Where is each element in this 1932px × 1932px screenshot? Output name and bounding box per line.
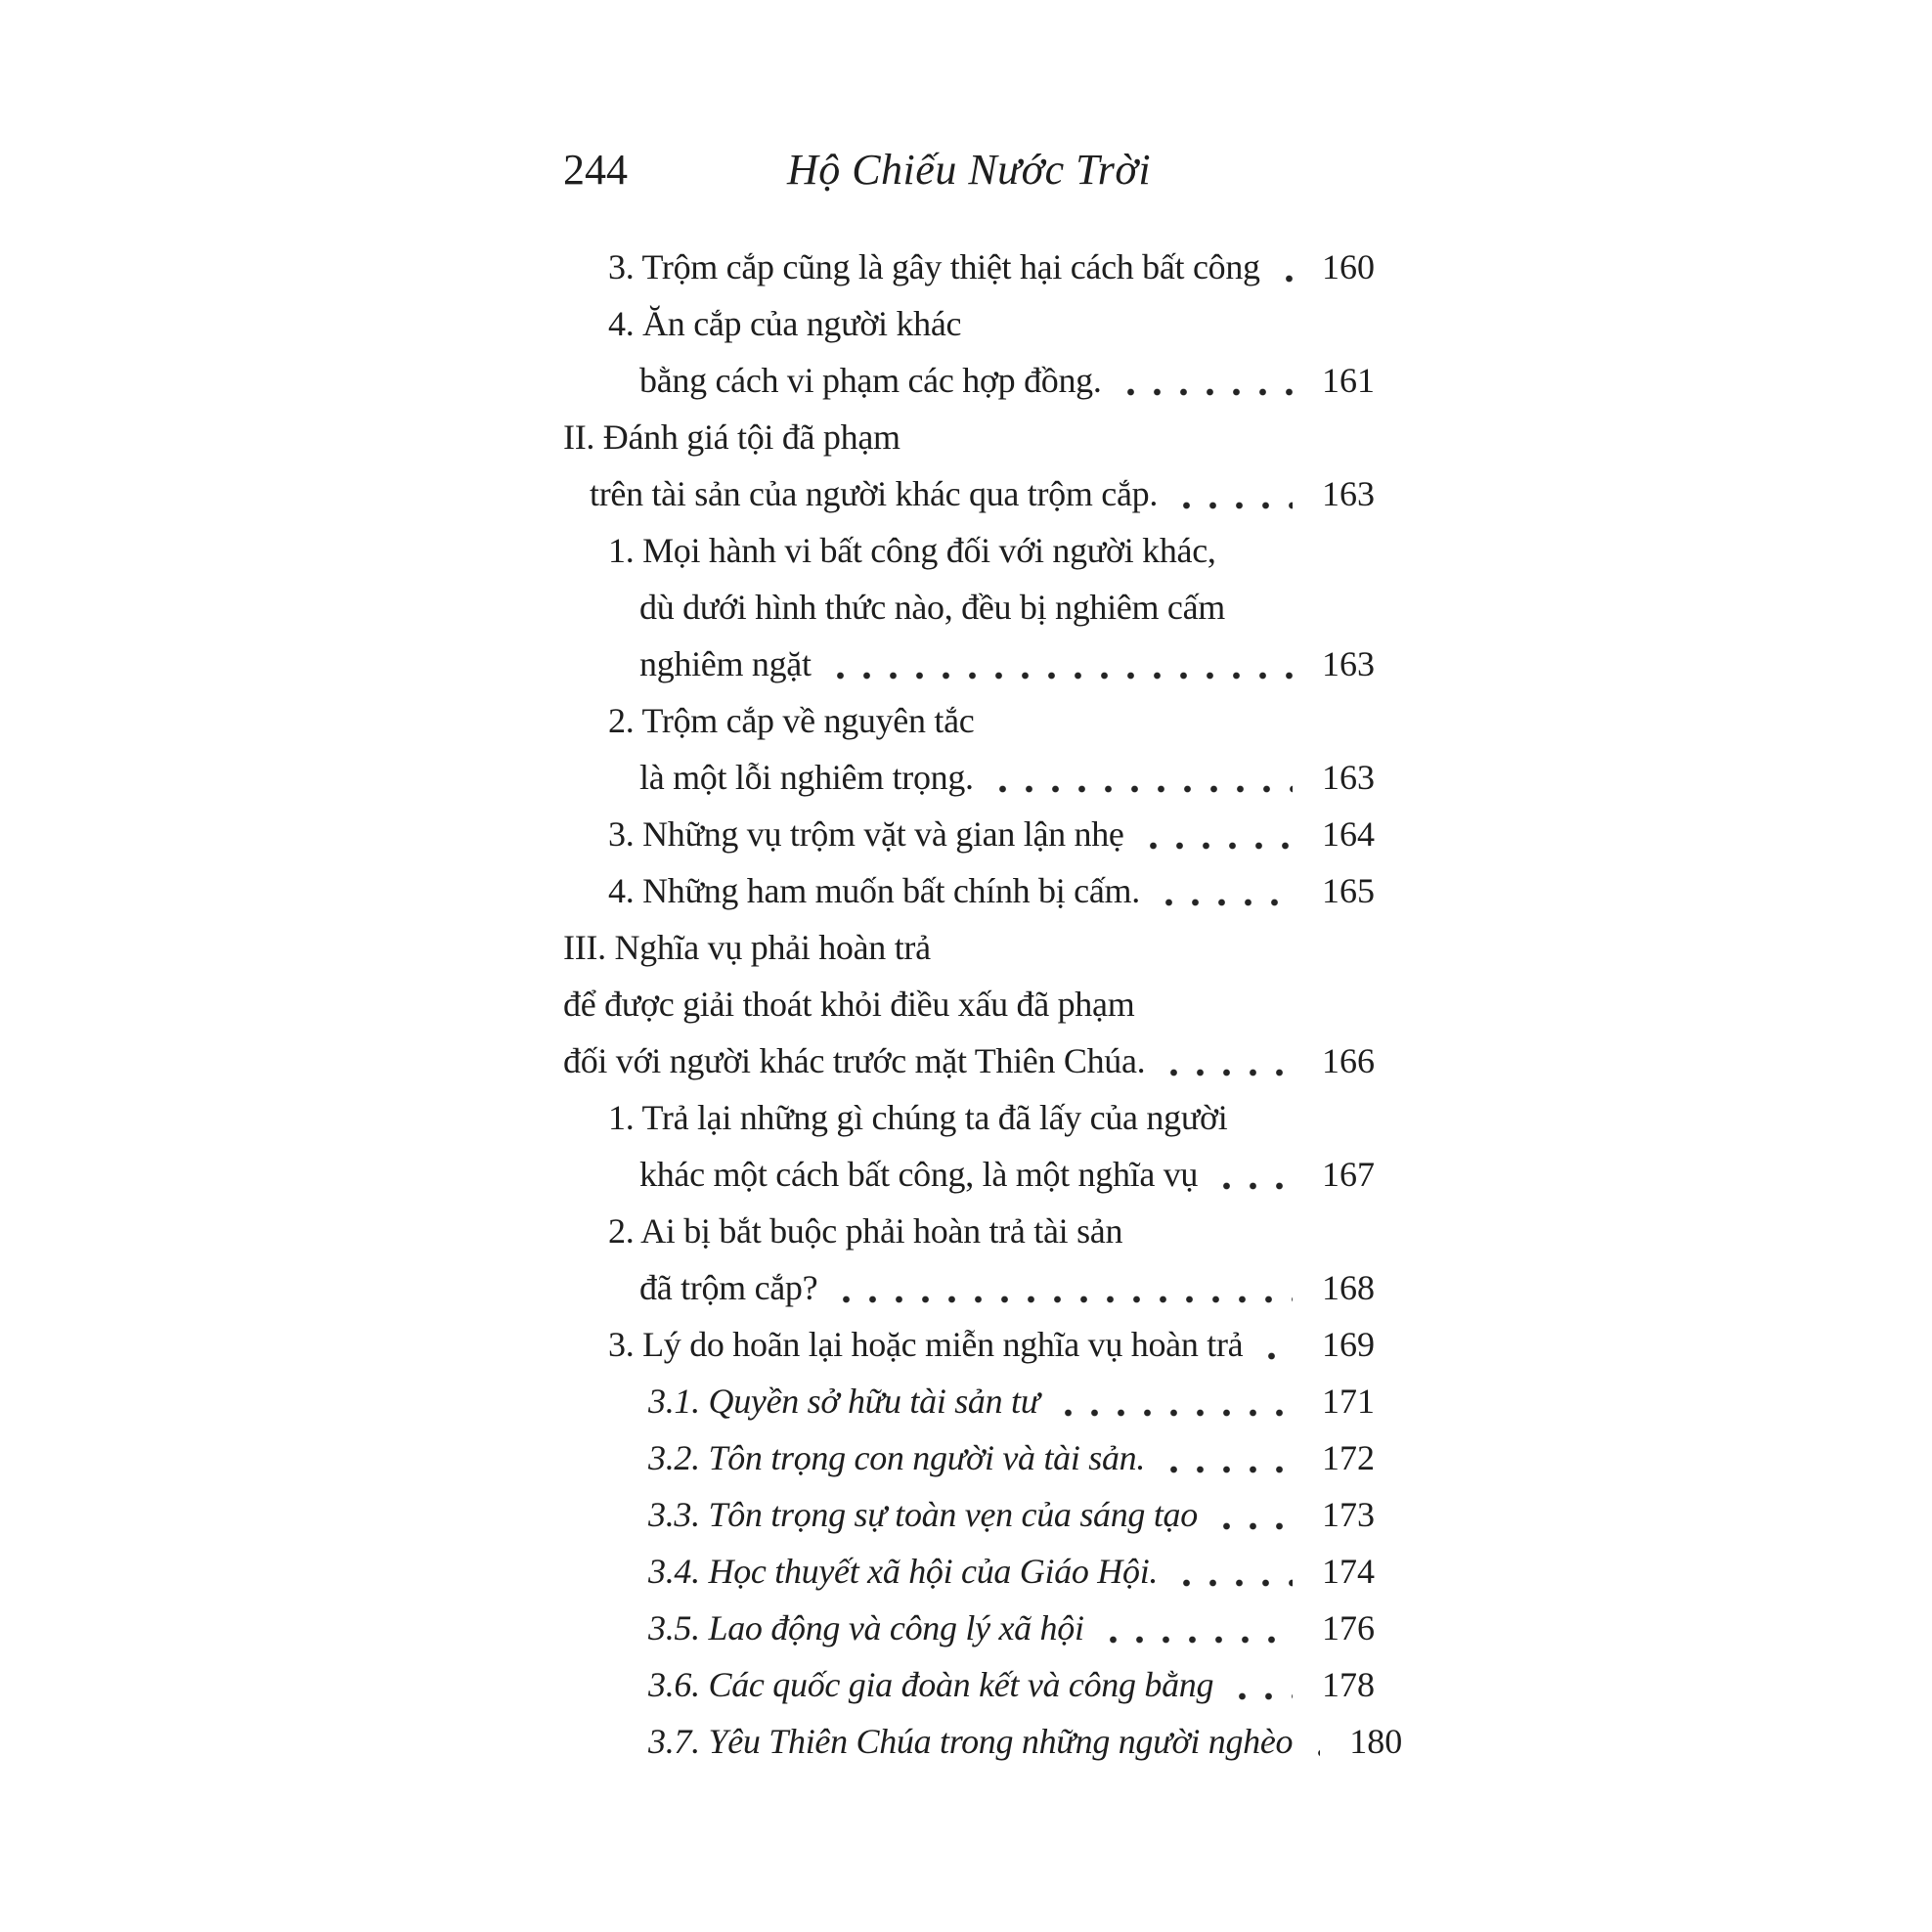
toc-entry: [563, 1543, 1375, 1600]
toc-entry: [563, 1713, 1403, 1770]
toc-page-number: 176: [1322, 1608, 1375, 1647]
dot-leader: [831, 1259, 1293, 1316]
dot-leader: [1159, 1429, 1293, 1486]
toc-entry-text: III. Nghĩa vụ phải hoàn trả: [563, 928, 931, 967]
toc-page-number: 165: [1322, 871, 1375, 910]
toc-page-number: 160: [1322, 247, 1375, 286]
toc-entry-text: 3.1. Quyền sở hữu tài sản tư: [648, 1382, 1040, 1421]
dot-leader: [1116, 352, 1293, 409]
dot-leader: [1053, 1373, 1293, 1429]
toc-entry-text: 3. Lý do hoãn lại hoặc miễn nghĩa vụ hoàn trả: [608, 1325, 1244, 1364]
toc-entry: [563, 692, 1375, 749]
toc-entry-text: khác một cách bất công, là một nghĩa vụ: [639, 1155, 1199, 1194]
dot-leader: [825, 636, 1293, 692]
toc-entry: [563, 409, 1375, 465]
toc-entry: [563, 1203, 1375, 1259]
running-title: Hộ Chiếu Nước Trời: [786, 146, 1152, 194]
dot-leader: [1211, 1486, 1293, 1543]
toc-page-number: 161: [1322, 361, 1375, 400]
toc-entry-text: dù dưới hình thức nào, đều bị nghiêm cấm: [639, 588, 1225, 627]
toc-entry: [563, 465, 1375, 522]
toc-entry: [563, 1316, 1375, 1373]
toc-entry: [563, 522, 1375, 579]
dot-leader: [1256, 1316, 1293, 1373]
toc-entry-text: là một lỗi nghiêm trọng.: [639, 758, 974, 797]
toc-entry: [563, 1429, 1375, 1486]
dot-leader: [1171, 1543, 1293, 1600]
toc-entry: [563, 352, 1375, 409]
toc-entry-text: 4. Những ham muốn bất chính bị cấm.: [608, 871, 1140, 910]
toc-entry: [563, 579, 1375, 636]
toc-entry: [563, 919, 1375, 976]
toc-entry-text: đã trộm cắp?: [639, 1268, 818, 1307]
toc-entry: [563, 1146, 1375, 1203]
toc-entry-text: 3.6. Các quốc gia đoàn kết và công bằng: [648, 1665, 1214, 1704]
toc-entry-text: II. Đánh giá tội đã phạm: [563, 417, 900, 457]
table-of-contents: [563, 239, 1403, 1770]
dot-leader: [1098, 1600, 1293, 1656]
toc-entry: [563, 1373, 1375, 1429]
toc-entry-text: 4. Ăn cắp của người khác: [608, 304, 962, 343]
dot-leader: [1306, 1713, 1320, 1770]
toc-entry: [563, 806, 1375, 862]
toc-entry: [563, 295, 1375, 352]
toc-page-number: 167: [1322, 1155, 1375, 1194]
dot-leader: [1227, 1656, 1293, 1713]
toc-page-number: 163: [1322, 644, 1375, 683]
toc-entry-text: 3.3. Tôn trọng sự toàn vẹn của sáng tạo: [648, 1495, 1198, 1534]
toc-entry-text: đối với người khác trước mặt Thiên Chúa.: [563, 1041, 1146, 1080]
toc-entry-text: 3.2. Tôn trọng con người và tài sản.: [648, 1438, 1146, 1477]
toc-entry-text: 3.7. Yêu Thiên Chúa trong những người nghèo: [648, 1722, 1294, 1761]
toc-entry-text: 3.5. Lao động và công lý xã hội: [648, 1608, 1084, 1647]
toc-page-number: 163: [1322, 474, 1375, 513]
toc-entry-text: 1. Mọi hành vi bất công đối với người khác,: [608, 531, 1216, 570]
toc-entry: [563, 749, 1375, 806]
toc-page-number: 178: [1322, 1665, 1375, 1704]
toc-page-number: 169: [1322, 1325, 1375, 1364]
dot-leader: [1171, 465, 1293, 522]
toc-page-number: 163: [1322, 758, 1375, 797]
toc-page-number: 166: [1322, 1041, 1375, 1080]
toc-page-number: 174: [1322, 1552, 1375, 1591]
dot-leader: [1159, 1032, 1293, 1089]
toc-entry-text: 3.4. Học thuyết xã hội của Giáo Hội.: [648, 1552, 1159, 1591]
toc-page-number: 168: [1322, 1268, 1375, 1307]
page-content: [563, 145, 1403, 1770]
toc-entry-text: 3. Trộm cắp cũng là gây thiệt hại cách bất công: [608, 247, 1260, 286]
toc-page-number: 171: [1322, 1382, 1375, 1421]
dot-leader: [1138, 806, 1293, 862]
toc-entry-text: nghiêm ngặt: [639, 644, 812, 683]
toc-entry: [563, 1259, 1375, 1316]
toc-entry: [563, 976, 1375, 1032]
toc-entry-text: bằng cách vi phạm các hợp đồng.: [639, 361, 1102, 400]
dot-leader: [988, 749, 1293, 806]
toc-entry-text: 1. Trả lại những gì chúng ta đã lấy của người: [608, 1098, 1228, 1137]
toc-entry-text: trên tài sản của người khác qua trộm cắp.: [590, 474, 1159, 513]
toc-entry-text: 2. Trộm cắp về nguyên tắc: [608, 701, 975, 740]
toc-entry-text: để được giải thoát khỏi điều xấu đã phạm: [563, 985, 1135, 1024]
toc-entry-text: 3. Những vụ trộm vặt và gian lận nhẹ: [608, 814, 1124, 854]
toc-entry: [563, 1600, 1375, 1656]
toc-entry: [563, 1486, 1375, 1543]
page-number: 244: [563, 146, 628, 194]
toc-entry: [563, 239, 1375, 295]
toc-entry: [563, 1089, 1375, 1146]
toc-page-number: 164: [1322, 814, 1375, 854]
toc-entry: [563, 1032, 1375, 1089]
page-header: [563, 145, 1375, 196]
dot-leader: [1154, 862, 1293, 919]
toc-entry: [563, 1656, 1375, 1713]
toc-entry: [563, 636, 1375, 692]
toc-entry-text: 2. Ai bị bắt buộc phải hoàn trả tài sản: [608, 1211, 1123, 1251]
toc-page-number: 173: [1322, 1495, 1375, 1534]
dot-leader: [1211, 1146, 1293, 1203]
toc-page-number: 180: [1349, 1722, 1403, 1761]
toc-entry: [563, 862, 1375, 919]
dot-leader: [1274, 239, 1293, 295]
toc-page-number: 172: [1322, 1438, 1375, 1477]
